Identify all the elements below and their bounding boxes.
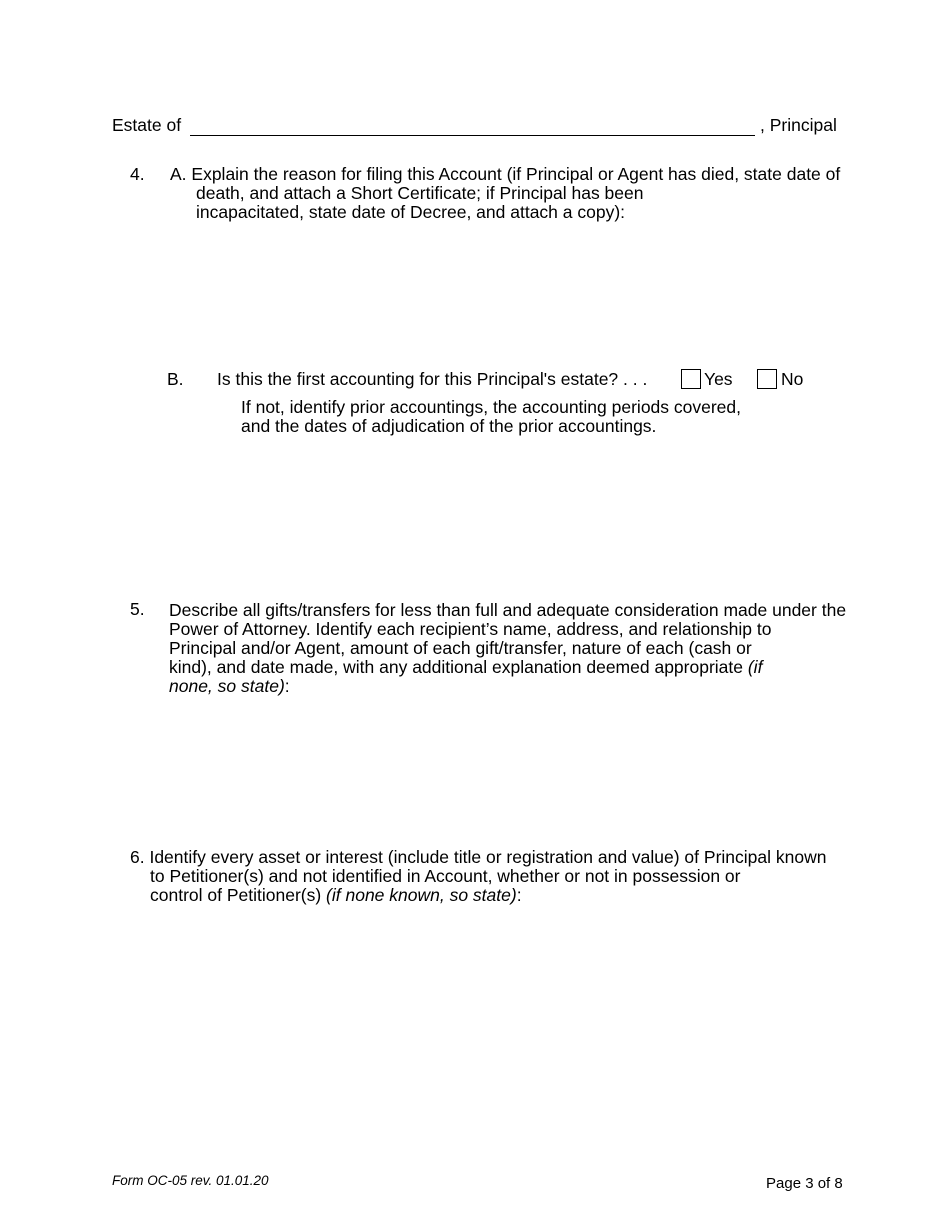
question-4b-letter: B. — [167, 369, 184, 389]
question-6-line-3 — [130, 886, 826, 905]
question-5-answer-area[interactable] — [169, 710, 889, 830]
yes-checkbox[interactable] — [681, 369, 701, 389]
question-6-line-2: to Petitioner(s) and not identified in Account, whether or not in possession or — [150, 866, 741, 886]
yes-label: Yes — [704, 369, 733, 389]
question-5-line-4-main: kind), and date made, with any additional explanation deemed appropriate — [169, 657, 748, 677]
question-4b-answer-area[interactable] — [241, 445, 881, 585]
question-5-number: 5. — [130, 599, 145, 619]
question-4b-text: Is this the first accounting for this Principal's estate? . . . — [217, 369, 648, 389]
no-label: No — [781, 369, 804, 389]
question-4-number: 4. — [130, 164, 145, 184]
question-5-line-5-end: : — [284, 676, 290, 696]
question-5-line-2: Power of Attorney. Identify each recipient’s name, address, and relationship to — [169, 619, 772, 639]
estate-label: Estate of — [112, 115, 182, 135]
question-5-line-1: Describe all gifts/transfers for less than full and adequate consideration made under the — [169, 600, 847, 620]
question-5-line-4 — [169, 658, 846, 677]
question-4a-answer-area[interactable] — [195, 235, 885, 355]
question-5-line-3: Principal and/or Agent, amount of each gift/transfer, nature of each (cash or — [169, 638, 752, 658]
question-5-line-5-italic: none, so state) — [169, 676, 285, 696]
estate-name-field[interactable] — [190, 116, 755, 136]
no-checkbox[interactable] — [757, 369, 777, 389]
question-5-line-5 — [169, 677, 846, 696]
question-4a-line-1: A. Explain the reason for filing this Account (if Principal or Agent has died, state date of — [170, 164, 841, 184]
principal-label: , Principal — [760, 115, 837, 135]
question-6-line-3-italic: (if none known, so state) — [326, 885, 517, 905]
question-4b-followup — [241, 398, 741, 436]
question-4a-line-2: death, and attach a Short Certificate; if Principal has been — [196, 183, 644, 203]
form-id: Form OC-05 rev. 01.01.20 — [112, 1173, 269, 1188]
question-6-answer-area[interactable] — [150, 915, 880, 1145]
question-5-text — [169, 601, 846, 696]
question-4a-text — [170, 165, 840, 222]
question-6-line-3-end: : — [516, 885, 522, 905]
question-4a-line-3: incapacitated, state date of Decree, and attach a copy): — [196, 202, 626, 222]
page-number: Page 3 of 8 — [766, 1175, 843, 1192]
question-6-line-1: 6. Identify every asset or interest (include title or registration and value) of Principal known — [130, 847, 827, 867]
question-6-line-3-main: control of Petitioner(s) — [150, 885, 327, 905]
question-4b-followup-line-1: If not, identify prior accountings, the accounting periods covered, — [241, 397, 742, 417]
question-4b-followup-line-2: and the dates of adjudication of the prior accountings. — [241, 416, 657, 436]
question-6-text — [130, 848, 826, 905]
question-5-line-4-italic: (if — [747, 657, 763, 677]
